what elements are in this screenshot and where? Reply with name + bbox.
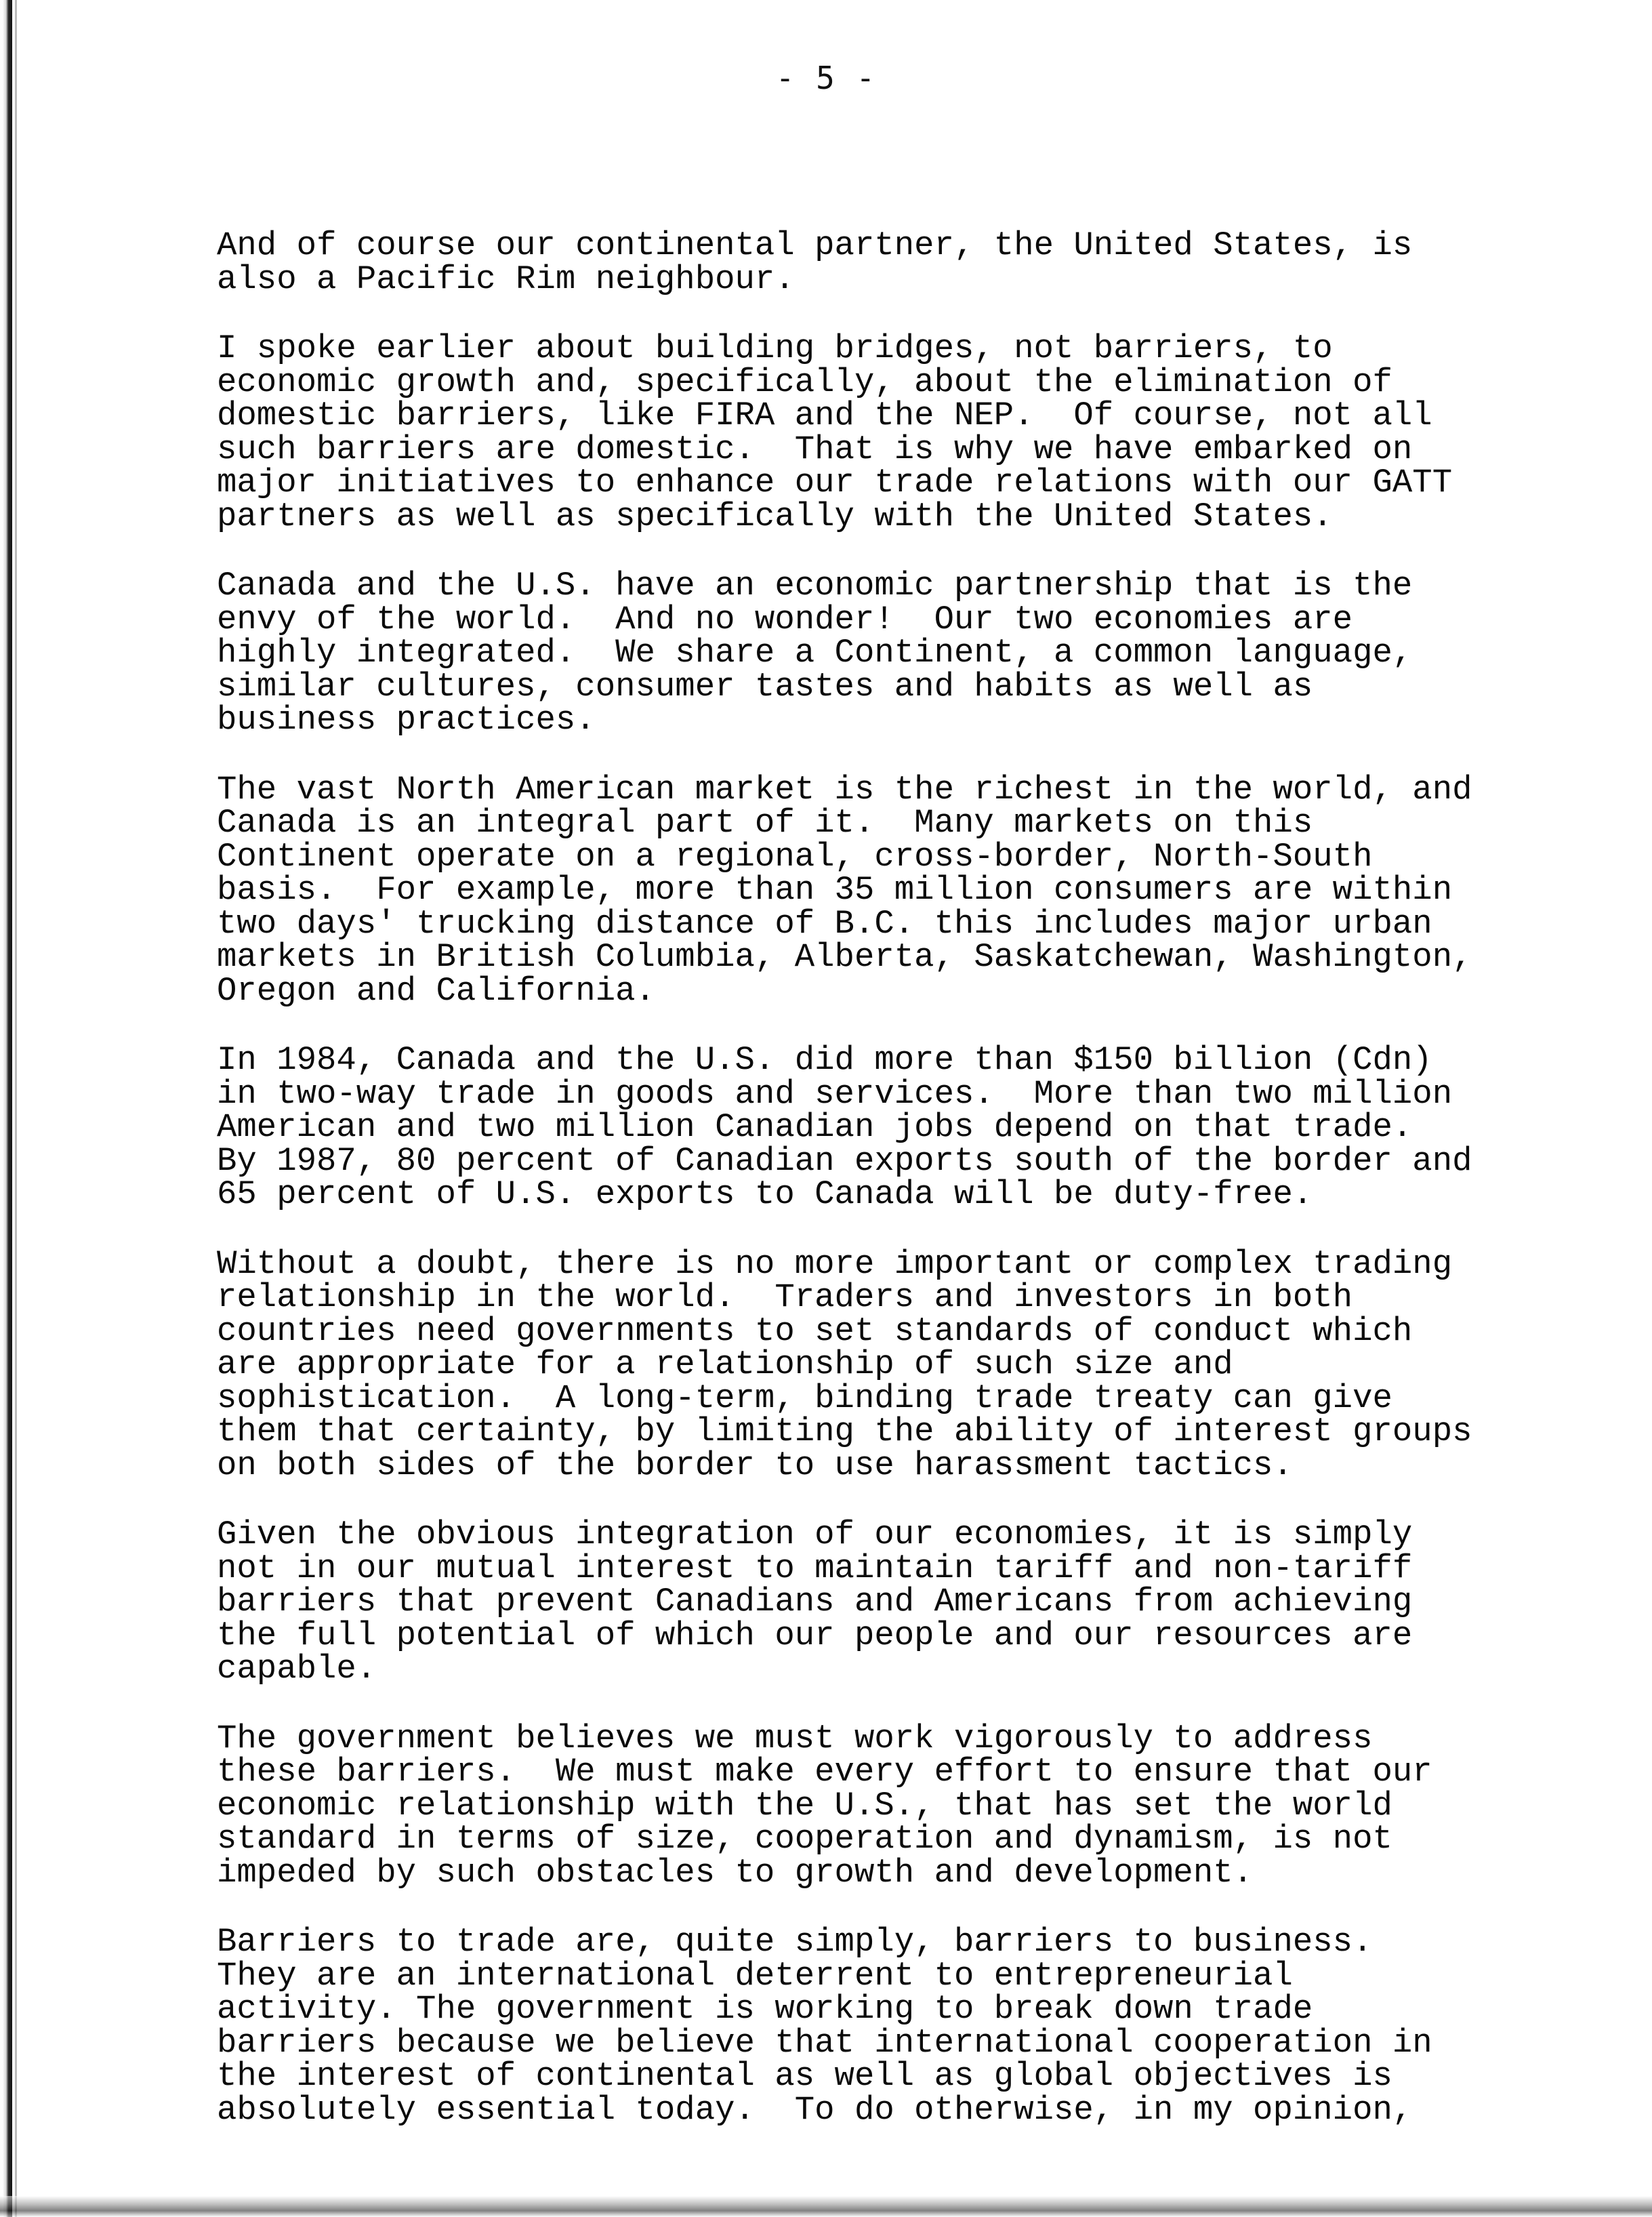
text-line: And of course our continental partner, the United States, is (217, 226, 1413, 264)
text-line: them that certainty, by limiting the ability of interest groups (217, 1412, 1472, 1450)
text-line: absolutely essential today. To do otherwise, in my opinion, (217, 2090, 1413, 2129)
body-text (217, 226, 1572, 2163)
text-line: By 1987, 80 percent of Canadian exports south of the border and (217, 1141, 1472, 1180)
text-line: countries need governments to set standards of conduct which (217, 1311, 1413, 1350)
text-line: these barriers. We must make every effort to ensure that our (217, 1753, 1432, 1791)
text-line: Given the obvious integration of our economies, it is simply (217, 1516, 1413, 1553)
text-line: The government believes we must work vigorously to address (217, 1719, 1373, 1757)
text-line: Canada is an integral part of it. Many markets on this (217, 804, 1313, 842)
text-line: also a Pacific Rim neighbour. (217, 260, 795, 298)
text-line: the full potential of which our people and our resources are (217, 1616, 1413, 1654)
text-line: markets in British Columbia, Alberta, Saskatchewan, Washington, (217, 938, 1472, 976)
text-line: business practices. (217, 701, 596, 739)
text-line: sophistication. A long-term, binding trade treaty can give (217, 1379, 1392, 1417)
paragraph (217, 569, 1572, 737)
scan-binding-edge (3, 0, 12, 2217)
text-line: The vast North American market is the richest in the world, and (217, 770, 1472, 809)
scan-binding-shadow (15, 0, 17, 2217)
text-line: impeded by such obstacles to growth and development. (217, 1853, 1254, 1892)
text-line: partners as well as specifically with the United States. (217, 497, 1333, 535)
text-line: highly integrated. We share a Continent, a common language, (217, 634, 1413, 672)
scan-bottom-edge (0, 2196, 1652, 2217)
paragraph (217, 770, 1572, 1010)
page-number: - 5 - (775, 60, 877, 96)
text-line: such barriers are domestic. That is why we have embarked on (217, 430, 1413, 468)
text-line: domestic barriers, like FIRA and the NEP. Of course, not all (217, 396, 1432, 434)
text-line: Continent operate on a regional, cross-border, North-South (217, 837, 1373, 876)
text-line: standard in terms of size, cooperation and dynamism, is not (217, 1820, 1392, 1858)
text-line: 65 percent of U.S. exports to Canada will be duty-free. (217, 1175, 1313, 1213)
paragraph (217, 1244, 1572, 1484)
text-line: two days' trucking distance of B.C. this includes major urban (217, 904, 1432, 943)
text-line: the interest of continental as well as global objectives is (217, 2057, 1392, 2095)
text-line: activity. The government is working to break down trade (217, 1990, 1313, 2028)
text-line: Without a doubt, there is no more important or complex trading (217, 1244, 1453, 1283)
text-line: are appropriate for a relationship of such size and (217, 1345, 1233, 1383)
text-line: barriers that prevent Canadians and Americans from achieving (217, 1583, 1413, 1621)
text-line: economic growth and, specifically, about the elimination of (217, 363, 1392, 401)
paragraph (217, 1719, 1572, 1892)
text-line: not in our mutual interest to maintain tariff and non-tariff (217, 1549, 1413, 1587)
paragraph (217, 226, 1572, 298)
text-line: barriers because we believe that international cooperation in (217, 2023, 1432, 2062)
text-line: American and two million Canadian jobs depend on that trade. (217, 1108, 1413, 1146)
text-line: on both sides of the border to use harassment tactics. (217, 1446, 1293, 1484)
text-line: envy of the world. And no wonder! Our two economies are (217, 600, 1353, 638)
text-line: Oregon and California. (217, 971, 655, 1010)
text-line: major initiatives to enhance our trade relations with our GATT (217, 464, 1453, 502)
paragraph (217, 329, 1572, 535)
text-line: Canada and the U.S. have an economic partnership that is the (217, 567, 1413, 605)
text-line: In 1984, Canada and the U.S. did more than $150 billion (Cdn) (217, 1041, 1432, 1079)
paragraph (217, 1518, 1572, 1686)
text-line: Barriers to trade are, quite simply, barriers to business. (217, 1923, 1373, 1961)
text-line: economic relationship with the U.S., that has set the world (217, 1786, 1392, 1825)
text-line: They are an international deterrent to entrepreneurial (217, 1956, 1293, 1995)
paragraph (217, 1923, 1572, 2129)
paragraph (217, 1041, 1572, 1213)
text-line: relationship in the world. Traders and investors in both (217, 1278, 1353, 1316)
text-line: similar cultures, consumer tastes and habits as well as (217, 667, 1313, 706)
text-line: in two-way trade in goods and services. More than two million (217, 1074, 1453, 1113)
text-line: basis. For example, more than 35 million consumers are within (217, 871, 1453, 909)
text-line: capable. (217, 1650, 377, 1688)
text-line: I spoke earlier about building bridges, not barriers, to (217, 329, 1333, 367)
